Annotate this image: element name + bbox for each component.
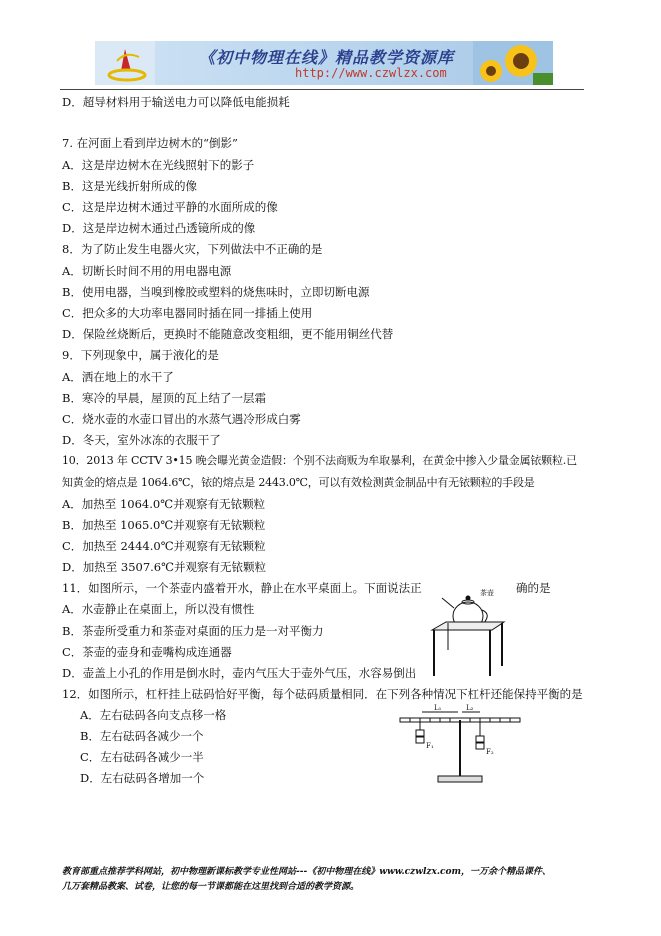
q8-option-c: C．把众多的大功率电器同时插在同一排插上使用	[62, 306, 313, 320]
header-banner	[95, 41, 553, 85]
q12-option-c: C．左右砝码各减少一半	[80, 750, 204, 764]
q7-option-d: D．这是岸边树木通过凸透镜所成的像	[62, 221, 256, 235]
footer-line-2: 几万套精品教案、试卷，让您的每一节课都能在这里找到合适的教学资源。	[62, 882, 360, 892]
q9-option-d: D．冬天，室外冰冻的衣服干了	[62, 433, 221, 447]
q11-option-c: C．茶壶的壶身和壶嘴构成连通器	[62, 645, 232, 659]
site-url[interactable]: http://www.czwlzx.com	[295, 66, 447, 80]
question-8: 8．为了防止发生电器火灾，下列做法中不正确的是	[62, 242, 323, 256]
lever-label-f1: F₁	[426, 742, 434, 750]
q9-option-a: A．洒在地上的水干了	[62, 370, 174, 384]
header-rule	[60, 89, 584, 90]
teapot-figure	[430, 586, 506, 678]
q11-option-b: B．茶壶所受重力和茶壶对桌面的压力是一对平衡力	[62, 624, 324, 638]
question-7: 7. 在河面上看到岸边树木的“倒影”	[62, 136, 238, 150]
q7-option-a: A．这是岸边树木在光线照射下的影子	[62, 158, 255, 172]
q7-option-b: B．这是光线折射所成的像	[62, 179, 197, 193]
q12-option-a: A．左右砝码各向支点移一格	[80, 708, 227, 722]
q10-option-c: C．加热至 2444.0℃并观察有无铱颗粒	[62, 539, 266, 553]
site-title: 《初中物理在线》精品教学资源库	[199, 48, 455, 67]
question-11-part-2: 确的是	[516, 581, 551, 595]
q8-option-d: D．保险丝烧断后，更换时不能随意改变粗细，更不能用铜丝代替	[62, 327, 394, 341]
q10-option-a: A．加热至 1064.0℃并观察有无铱颗粒	[62, 497, 266, 511]
lever-label-l2: L₂	[466, 704, 474, 712]
sunflower-icon	[473, 41, 553, 85]
q11-option-a: A．水壶静止在桌面上，所以没有惯性	[62, 602, 255, 616]
question-9: 9．下列现象中，属于液化的是	[62, 348, 219, 362]
lever-figure	[398, 702, 522, 788]
question-10-line-1: 10．2013 年 CCTV 3•15 晚会曝光黄金造假：个别不法商贩为牟取暴利，在黄金中掺入少量金属铱颗粒.已	[62, 454, 577, 467]
q9-option-b: B．寒冷的早晨，屋顶的瓦上结了一层霜	[62, 391, 266, 405]
lever-icon	[400, 712, 520, 782]
lever-label-f2: F₂	[486, 748, 494, 756]
table-icon	[432, 622, 504, 676]
site-logo-icon	[95, 41, 155, 85]
q12-option-d: D．左右砝码各增加一个	[80, 771, 205, 785]
q8-option-a: A．切断长时间不用的用电器电源	[62, 264, 232, 278]
footer-line-1: 教育部重点推荐学科网站，初中物理新课标教学专业性网站---《初中物理在线》www.czwlzx.com，一万余个精品课件、	[62, 867, 552, 877]
q7-option-c: C．这是岸边树木通过平静的水面所成的像	[62, 200, 278, 214]
q10-option-d: D．加热至 3507.6℃并观察有无铱颗粒	[62, 560, 266, 574]
question-10-line-2: 知黄金的熔点是 1064.6℃，铱的熔点是 2443.0℃，可以有效检测黄金制品中有无铱颗粒的手段是	[62, 476, 535, 489]
q12-option-b: B．左右砝码各减少一个	[80, 729, 204, 743]
question-12: 12．如图所示，杠杆挂上砝码恰好平衡，每个砝码质量相同．在下列各种情况下杠杆还能保持平衡的是	[62, 687, 583, 701]
question-11-part-1: 11．如图所示，一个茶壶内盛着开水，静止在水平桌面上。下面说法正	[62, 581, 422, 595]
lever-label-l1: L₁	[434, 704, 442, 712]
q10-option-b: B．加热至 1065.0℃并观察有无铱颗粒	[62, 518, 266, 532]
option-text: D．超导材料用于输送电力可以降低电能损耗	[62, 95, 290, 109]
teapot-label: 茶壶	[480, 589, 494, 597]
q11-option-d: D．壶盖上小孔的作用是倒水时，壶内气压大于壶外气压，水容易倒出	[62, 666, 417, 680]
q9-option-c: C．烧水壶的水壶口冒出的水蒸气遇冷形成白雾	[62, 412, 301, 426]
q8-option-b: B．使用电器，当嗅到橡胶或塑料的烧焦味时，立即切断电源	[62, 285, 370, 299]
